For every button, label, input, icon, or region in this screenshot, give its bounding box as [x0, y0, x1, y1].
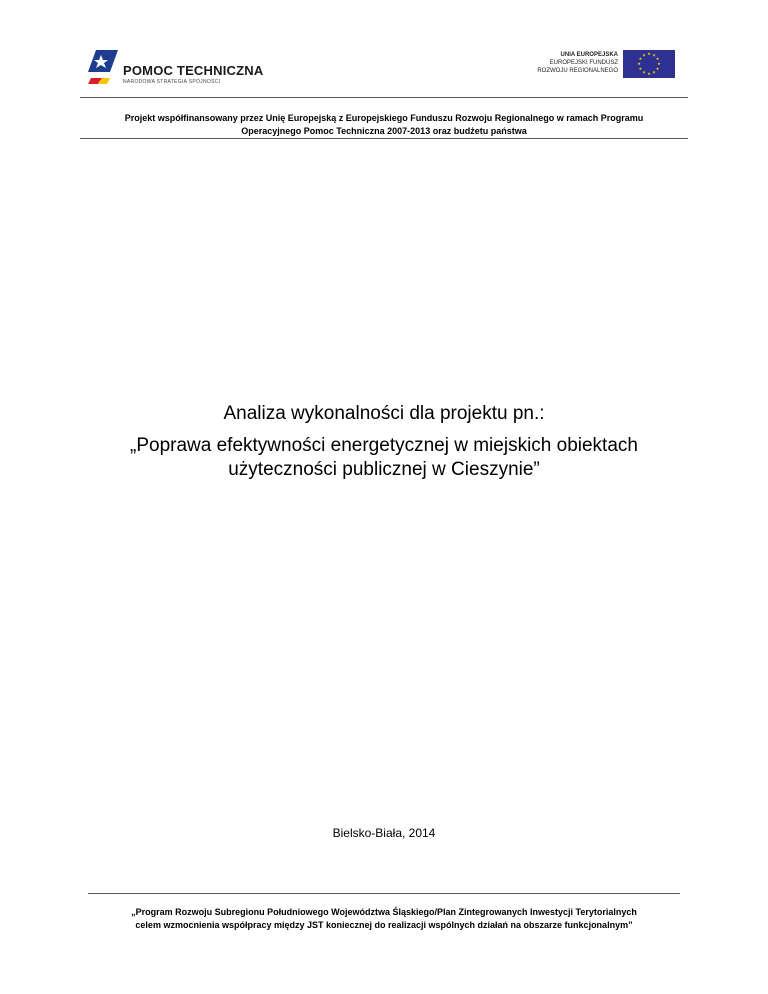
eu-logo-line2: EUROPEJSKI FUNDUSZ: [549, 60, 618, 66]
pomoc-techniczna-emblem-icon: [88, 48, 124, 84]
header-logos: [0, 0, 768, 95]
title-main: Analiza wykonalności dla projektu pn.:: [223, 403, 545, 424]
svg-text:★: ★: [642, 69, 646, 75]
svg-text:★: ★: [652, 69, 656, 75]
footer-program-note: [80, 906, 688, 932]
pomoc-techniczna-title: POMOC TECHNICZNA: [123, 63, 264, 78]
pomoc-techniczna-subtitle: NARODOWA STRATEGIA SPÓJNOŚCI: [123, 79, 221, 85]
project-name-line2: użyteczności publicznej w Cieszynie”: [228, 459, 540, 480]
svg-text:★: ★: [638, 66, 643, 71]
svg-text:★: ★: [647, 51, 651, 56]
svg-text:★: ★: [655, 56, 660, 61]
footer-line1: „Program Rozwoju Subregionu Południowego Województwa Śląskiego/Plan Zintegrowanych Inwestycji Terytorialnych: [131, 907, 637, 917]
eu-logo: [505, 50, 675, 80]
svg-text:★: ★: [647, 71, 651, 76]
svg-text:★: ★: [642, 52, 646, 58]
svg-text:★: ★: [638, 56, 643, 61]
eu-logo-line1: UNIA EUROPEJSKA: [560, 52, 618, 58]
svg-text:★: ★: [637, 61, 641, 66]
svg-text:★: ★: [657, 61, 661, 66]
funding-note: [80, 112, 688, 138]
header-divider: [80, 97, 688, 98]
svg-text:★: ★: [655, 66, 660, 71]
svg-text:★: ★: [652, 52, 656, 58]
pomoc-techniczna-logo: [88, 48, 264, 88]
footer-line2: celem wzmocnienia współpracy między JST koniecznej do realizacji wspólnych działań na obszarze funkcjonalnym”: [135, 920, 633, 930]
project-name-line1: „Poprawa efektywności energetycznej w miejskich obiektach: [130, 435, 638, 456]
funding-note-line1: Projekt współfinansowany przez Unię Europejską z Europejskiego Funduszu Rozwoju Regionalnego w ramach Programu: [124, 113, 644, 123]
place-date: Bielsko-Biała, 2014: [332, 826, 436, 840]
document-title: [60, 402, 708, 482]
eu-logo-line3: ROZWOJU REGIONALNEGO: [537, 68, 618, 74]
footer-divider: [88, 893, 680, 894]
eu-flag-icon: [623, 50, 675, 78]
funding-divider: [80, 138, 688, 139]
funding-note-line2: Operacyjnego Pomoc Techniczna 2007-2013 oraz budżetu państwa: [241, 126, 527, 136]
eu-logo-text: [537, 51, 618, 75]
